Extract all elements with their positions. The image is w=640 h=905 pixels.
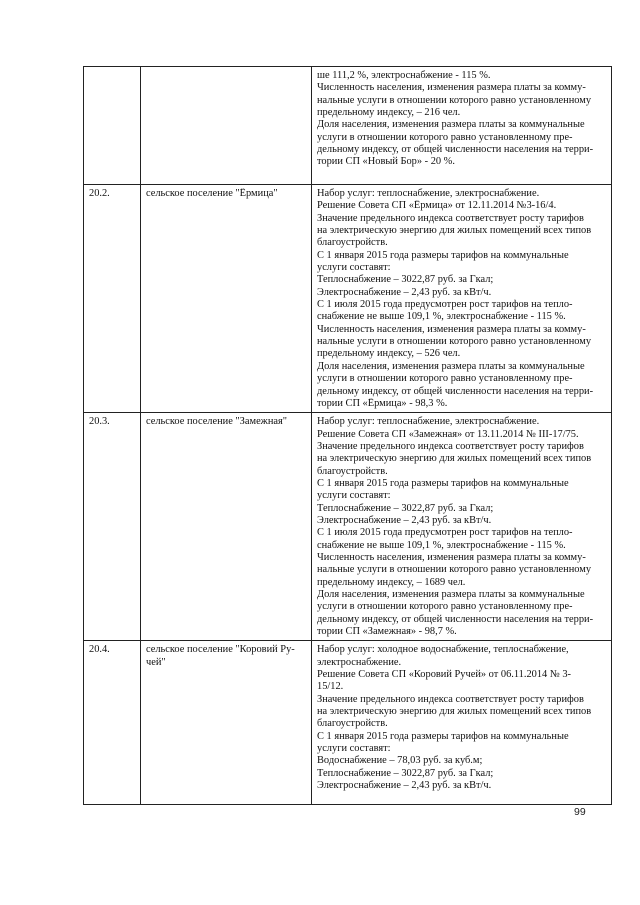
settlement-name-cell — [141, 413, 312, 641]
description-line: предельному индексу, – 526 чел. — [317, 348, 461, 360]
description-line: предельному индексу, – 1689 чел. — [317, 576, 466, 588]
description-line: Набор услуг: теплоснабжение, электроснабжение. — [317, 416, 540, 428]
description-line: на электрическую энергию для жилых помещений всех типов — [317, 225, 592, 237]
description-line: благоустройств. — [317, 237, 388, 249]
description-line: тории СП «Ёрмица» - 98,3 %. — [317, 397, 448, 409]
settlement-name-cell — [141, 641, 312, 805]
tariff-table — [83, 66, 612, 805]
row-number: 20.3. — [89, 416, 110, 428]
description-cell — [312, 185, 612, 413]
description-line: Решение Совета СП «Ёрмица» от 12.11.2014 №3-16/4. — [317, 200, 557, 212]
description-line: на электрическую энергию для жилых помещений всех типов — [317, 706, 592, 718]
description-line: С 1 января 2015 года размеры тарифов на коммунальные — [317, 249, 569, 261]
description-line: Значение предельного индекса соответствует росту тарифов — [317, 440, 584, 452]
description-line: услуги составят: — [317, 743, 391, 755]
description-line: нальные услуги в отношении которого равно установленному — [317, 94, 592, 106]
description-line: Теплоснабжение – 3022,87 руб. за Гкал; — [317, 274, 494, 286]
description-line: Доля населения, изменения размера платы за коммунальные — [317, 360, 585, 372]
description-line: дельному индексу, от общей численности населения на терри- — [317, 613, 594, 625]
description-cell — [312, 641, 612, 805]
description-line: тории СП «Новый Бор» - 20 %. — [317, 156, 455, 168]
description-line: Численность населения, изменения размера платы за комму- — [317, 323, 586, 335]
description-line: Набор услуг: холодное водоснабжение, теплоснабжение, — [317, 644, 569, 656]
description-line: Доля населения, изменения размера платы за коммунальные — [317, 119, 585, 131]
description-line: тории СП «Замежная» - 98,7 %. — [317, 626, 457, 638]
table-body — [84, 67, 612, 805]
settlement-name-line: сельское поселение "Замежная" — [146, 416, 288, 428]
description-line: Значение предельного индекса соответствует росту тарифов — [317, 212, 584, 224]
description-line: С 1 июля 2015 года предусмотрен рост тарифов на тепло- — [317, 299, 573, 311]
table-row — [84, 185, 612, 413]
description-line: Набор услуг: теплоснабжение, электроснабжение. — [317, 188, 540, 199]
description-cell — [312, 413, 612, 641]
description-line: Водоснабжение – 78,03 руб. за куб.м; — [317, 755, 483, 767]
description-line: Теплоснабжение – 3022,87 руб. за Гкал; — [317, 502, 494, 514]
description-line: Решение Совета СП «Замежная» от 13.11.2014 № III-17/75. — [317, 428, 579, 440]
row-number: 20.4. — [89, 644, 110, 656]
description-line: нальные услуги в отношении которого равно установленному — [317, 336, 592, 348]
description-line: благоустройств. — [317, 718, 388, 730]
description-line: Доля населения, изменения размера платы за коммунальные — [317, 589, 585, 600]
description-line: Решение Совета СП «Коровий Ручей» от 06.11.2014 № 3- — [317, 669, 572, 681]
description-line: Электроснабжение – 2,43 руб. за кВт/ч. — [317, 780, 492, 792]
description-line: услуги в отношении которого равно установленному пре- — [317, 373, 573, 385]
description-line: благоустройств. — [317, 465, 388, 477]
description-line: услуги составят: — [317, 262, 391, 274]
description-line: ше 111,2 %, электроснабжение - 115 %. — [317, 70, 491, 81]
row-number-cell — [84, 67, 141, 185]
settlement-name-line: чей" — [146, 656, 166, 668]
description-line: Численность населения, изменения размера платы за комму- — [317, 82, 586, 94]
table-row — [84, 413, 612, 641]
description-line: С 1 января 2015 года размеры тарифов на коммунальные — [317, 730, 569, 742]
description-line: С 1 января 2015 года размеры тарифов на коммунальные — [317, 477, 569, 489]
row-number-cell — [84, 185, 141, 413]
row-number: 20.2. — [89, 188, 110, 199]
description-line: Электроснабжение – 2,43 руб. за кВт/ч. — [317, 286, 492, 298]
description-line: Значение предельного индекса соответствует росту тарифов — [317, 693, 584, 705]
page-number: 99 — [574, 806, 586, 818]
description-line: Численность населения, изменения размера платы за комму- — [317, 551, 586, 563]
description-line: снабжение не выше 109,1 %, электроснабжение - 115 %. — [317, 311, 566, 323]
description-line: услуги составят: — [317, 490, 391, 502]
settlement-name-line: сельское поселение "Коровий Ру- — [146, 644, 295, 656]
description-line: нальные услуги в отношении которого равно установленному — [317, 564, 592, 576]
description-line: С 1 июля 2015 года предусмотрен рост тарифов на тепло- — [317, 527, 573, 539]
description-cell — [312, 67, 612, 185]
settlement-name-cell — [141, 185, 312, 413]
row-number-cell — [84, 641, 141, 805]
description-line: дельному индексу, от общей численности населения на терри- — [317, 144, 594, 156]
description-line: услуги в отношении которого равно установленному пре- — [317, 601, 573, 613]
description-line: Электроснабжение – 2,43 руб. за кВт/ч. — [317, 514, 492, 526]
row-number-cell — [84, 413, 141, 641]
description-line: Теплоснабжение – 3022,87 руб. за Гкал; — [317, 767, 494, 779]
description-line: снабжение не выше 109,1 %, электроснабжение - 115 %. — [317, 539, 566, 551]
description-line: услуги в отношении которого равно установленному пре- — [317, 131, 573, 143]
description-line: 15/12. — [317, 681, 344, 693]
description-line: дельному индексу, от общей численности населения на терри- — [317, 385, 594, 397]
description-line: электроснабжение. — [317, 656, 402, 668]
description-line: на электрическую энергию для жилых помещений всех типов — [317, 453, 592, 465]
table-row — [84, 641, 612, 805]
settlement-name-line: сельское поселение "Ёрмица" — [146, 188, 278, 199]
settlement-name-cell — [141, 67, 312, 185]
table-row — [84, 67, 612, 185]
description-line: предельному индексу, – 216 чел. — [317, 107, 461, 119]
